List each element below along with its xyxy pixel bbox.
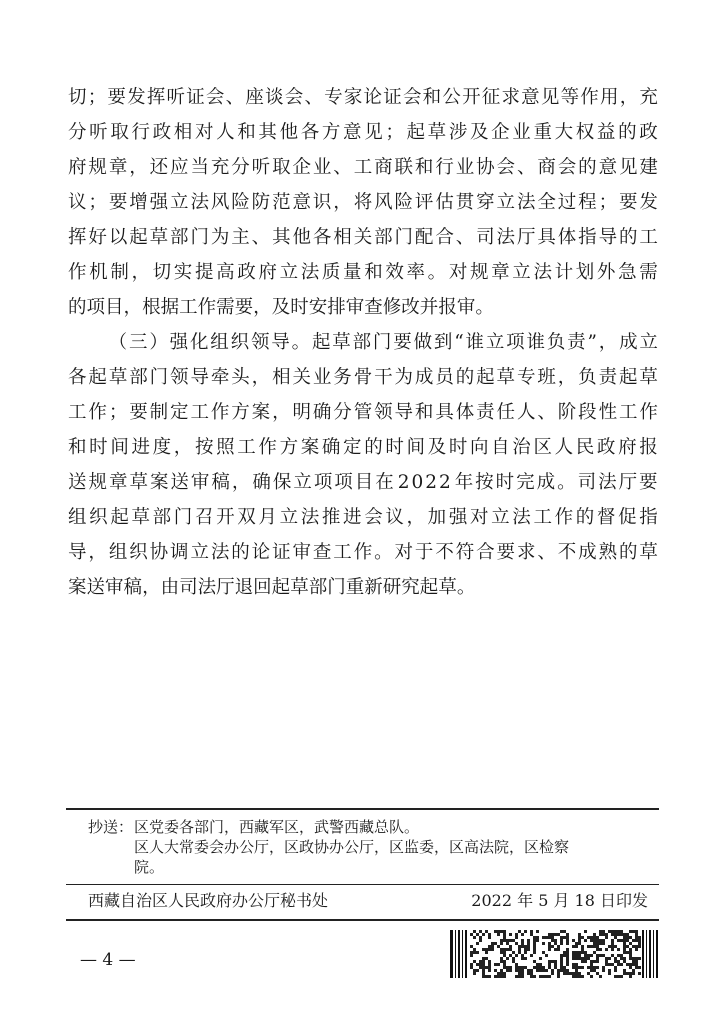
body-line: 工 作 ； 要 制 定 工 作 方 案 ， 明 确 分 管 领 导 和 具 体 责 任 人 、 阶 段 性 工 作 xyxy=(68,402,658,423)
body-line: 案 送 审 稿 ， 由 司 法 厅 退 回 起 草 部 门 重 新 研 究 起 草 。 xyxy=(68,577,476,598)
cc-label: 抄送： xyxy=(88,818,134,836)
page-number: — 4 — xyxy=(80,950,136,970)
print-date: 2022 年 5 月 18 日印发 xyxy=(471,891,648,910)
body-line: 府 规 章 ， 还 应 当 充 分 听 取 企 业 、 工 商 联 和 行 业 协 会 、 商 会 的 意 见 建 xyxy=(68,157,658,178)
barcode-image xyxy=(450,930,658,978)
body-line: 和 时 间 进 度 ， 按 照 工 作 方 案 确 定 的 时 间 及 时 向 自 治 区 人 民 政 府 报 xyxy=(68,437,658,458)
body-line: 议 ； 要 增 强 立 法 风 险 防 范 意 识 ， 将 风 险 评 估 贯 穿 立 法 全 过 程 ； 要 发 xyxy=(68,192,658,213)
cc-line: 院。 xyxy=(134,858,165,876)
body-line: （ 三 ） 强 化 组 织 领 导 。 起 草 部 门 要 做 到 “ 谁 立 项 谁 负 责 ” ， 成 立 xyxy=(108,332,658,353)
footer-top-rule xyxy=(66,884,659,885)
body-line: 挥 好 以 起 草 部 门 为 主 、 其 他 各 相 关 部 门 配 合 、 司 法 厅 具 体 指 导 的 工 xyxy=(68,227,658,248)
cc-line: 区人大常委会办公厅，区政协办公厅，区监委，区高法院，区检察 xyxy=(134,838,570,856)
body-line: 送 规 章 草 案 送 审 稿 ， 确 保 立 项 项 目 在 2 0 2 2 年 按 时 完 成 。 司 法 厅 要 xyxy=(68,472,658,493)
body-line: 导 ， 组 织 协 调 立 法 的 论 证 审 查 工 作 。 对 于 不 符 合 要 求 、 不 成 熟 的 草 xyxy=(68,542,658,563)
body-line: 的 项 目 ， 根 据 工 作 需 要 ， 及 时 安 排 审 查 修 改 并 报 审 。 xyxy=(68,297,494,318)
body-line: 作 机 制 ， 切 实 提 高 政 府 立 法 质 量 和 效 率 。 对 规 章 立 法 计 划 外 急 需 xyxy=(68,262,658,283)
cc-top-rule xyxy=(66,808,659,810)
body-line: 分 听 取 行 政 相 对 人 和 其 他 各 方 意 见 ； 起 草 涉 及 企 业 重 大 权 益 的 政 xyxy=(68,122,658,143)
body-line: 各 起 草 部 门 领 导 牵 头 ， 相 关 业 务 骨 干 为 成 员 的 起 草 专 班 ， 负 责 起 草 xyxy=(68,367,658,388)
cc-line: 区党委各部门，西藏军区，武警西藏总队。 xyxy=(134,818,420,836)
footer-bottom-rule xyxy=(66,919,659,921)
issuing-office: 西藏自治区人民政府办公厅秘书处 xyxy=(88,891,329,910)
body-text xyxy=(68,80,658,605)
body-line: 切 ； 要 发 挥 听 证 会 、 座 谈 会 、 专 家 论 证 会 和 公 开 征 求 意 见 等 作 用 ， 充 xyxy=(68,87,658,108)
cc-recipients xyxy=(134,817,654,877)
body-line: 组 织 起 草 部 门 召 开 双 月 立 法 推 进 会 议 ， 加 强 对 立 法 工 作 的 督 促 指 xyxy=(68,507,658,528)
